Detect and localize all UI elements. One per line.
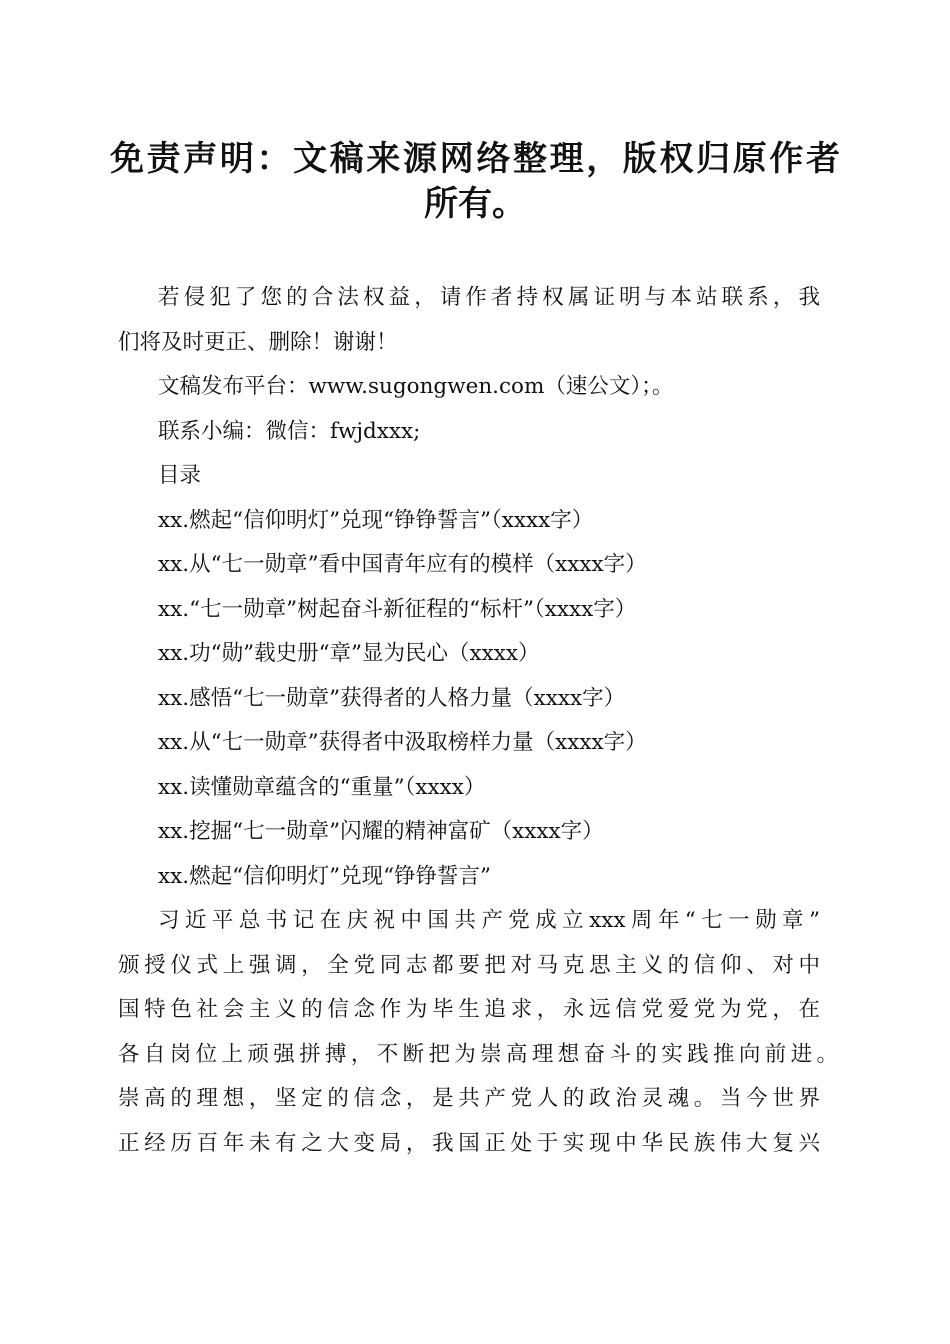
paragraph-line: 正经历百年未有之大变局，我国正处于实现中华民族伟大复兴 [118, 1130, 820, 1156]
paragraph-line: 习近平总书记在庆祝中国共产党成立xxx周年“七一勋章” [158, 908, 820, 933]
toc-item[interactable]: xx.读懂勋章蕴含的“重量”（xxxx） [158, 774, 486, 800]
toc-item[interactable]: xx.挖掘“七一勋章”闪耀的精神富矿（xxxx字） [158, 819, 604, 844]
toc-item[interactable]: xx.感悟“七一勋章”获得者的人格力量（xxxx字） [158, 685, 626, 711]
platform-line: 文稿发布平台：www.sugongwen.com（速公文）；。 [158, 374, 674, 399]
notice-line-1: 若侵犯了您的合法权益，请作者持权属证明与本站联系，我 [158, 285, 820, 310]
document-title-line-2: 所有。 [424, 184, 526, 224]
paragraph-line: 颁授仪式上强调，全党同志都要把对马克思主义的信仰、对中 [118, 952, 820, 978]
toc-heading: 目录 [158, 463, 202, 488]
toc-item[interactable]: xx.功“勋”载史册“章”显为民心（xxxx） [158, 641, 540, 666]
toc-item[interactable]: xx.燃起“信仰明灯”兑现“铮铮誓言”（xxxx字） [158, 507, 594, 533]
toc-item[interactable]: xx.燃起“信仰明灯”兑现“铮铮誓言” [158, 863, 492, 889]
document-body [118, 276, 838, 1166]
toc-item[interactable]: xx.“七一勋章”树起奋斗新征程的“标杆”（xxxx字） [158, 596, 637, 622]
paragraph-line: 国特色社会主义的信念作为毕生追求，永远信党爱党为党，在 [118, 997, 820, 1022]
paragraph-line: 崇高的理想，坚定的信念，是共产党人的政治灵魂。当今世界 [118, 1086, 820, 1111]
contact-line: 联系小编：微信：fwjdxxx; [158, 418, 421, 444]
toc-item[interactable]: xx.从“七一勋章”获得者中汲取榜样力量（xxxx字） [158, 730, 647, 755]
toc-item[interactable]: xx.从“七一勋章”看中国青年应有的模样（xxxx字） [158, 552, 647, 577]
document-title-line-1: 免责声明：文稿来源网络整理，版权归原作者 [110, 139, 840, 179]
paragraph-line: 各自岗位上顽强拼搏，不断把为崇高理想奋斗的实践推向前进。 [118, 1041, 838, 1067]
notice-line-2: 们将及时更正、删除！谢谢！ [118, 329, 398, 355]
